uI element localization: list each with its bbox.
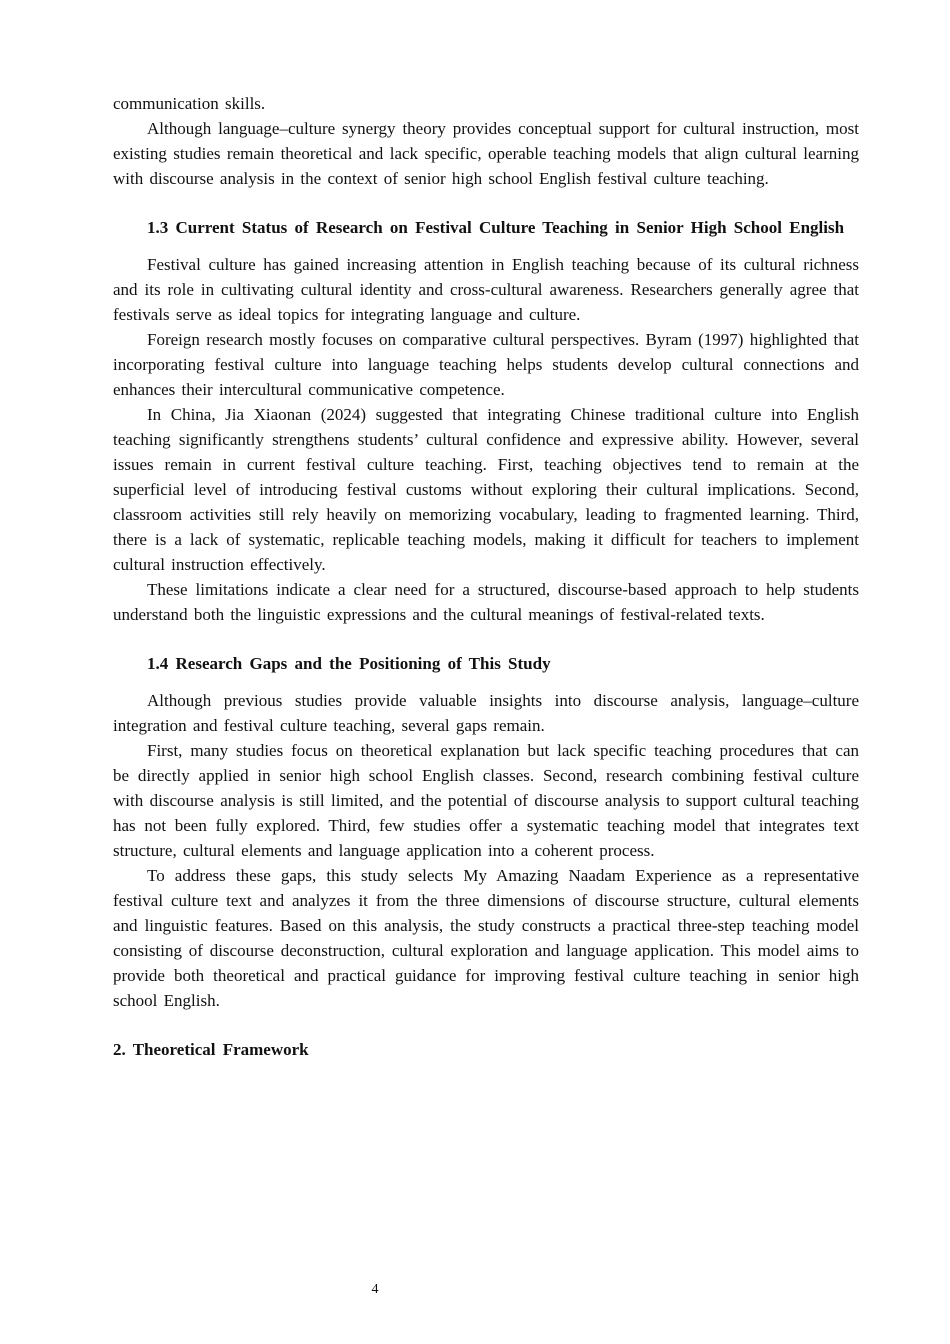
paragraph-study-positioning: To address these gaps, this study selects My Amazing Naadam Experience as a representative festival culture text and analyzes it from the three dimensions of discourse structure, cultural elements and linguistic features. Based on this analysis, the study constructs a practical three-step teaching model consisting of discourse deconstruction, cultural exploration and language application. This model aims to provide both theoretical and practical guidance for improving festival culture teaching in senior high school English.	[113, 866, 859, 1010]
section-heading-1-3: 1.3 Current Status of Research on Festival Culture Teaching in Senior High School English	[147, 218, 845, 237]
paragraph-synergy-theory: Although language–culture synergy theory provides conceptual support for cultural instruction, most existing studies remain theoretical and lack specific, operable teaching models that align cultural learning with discourse analysis in the context of senior high school English festival culture teaching.	[113, 119, 859, 188]
paragraph-festival-culture-attention: Festival culture has gained increasing attention in English teaching because of its cultural richness and its role in cultivating cultural identity and cross-cultural awareness. Researchers generally agree that festivals serve as ideal topics for integrating language and culture.	[113, 255, 859, 324]
page-number: 4	[371, 1282, 379, 1297]
document-page	[113, 91, 859, 1062]
section-heading-1-4: 1.4 Research Gaps and the Positioning of This Study	[147, 654, 551, 673]
paragraph-china-research: In China, Jia Xiaonan (2024) suggested that integrating Chinese traditional culture into English teaching significantly strengthens students’ cultural confidence and expressive ability. However, several issues remain in current festival culture teaching. First, teaching objectives tend to remain at the superficial level of introducing festival customs without exploring their cultural implications. Second, classroom activities still rely heavily on memorizing vocabulary, leading to fragmented learning. Third, there is a lack of systematic, replicable teaching models, making it difficult for teachers to implement cultural instruction effectively.	[113, 405, 859, 574]
paragraph-foreign-research: Foreign research mostly focuses on comparative cultural perspectives. Byram (1997) highlighted that incorporating festival culture into language teaching helps students develop cultural connections and enhances their intercultural communicative competence.	[113, 330, 859, 399]
paragraph-gaps-intro: Although previous studies provide valuable insights into discourse analysis, language–culture integration and festival culture teaching, several gaps remain.	[113, 691, 859, 735]
section-heading-2: 2. Theoretical Framework	[113, 1040, 309, 1059]
paragraph-limitations: These limitations indicate a clear need for a structured, discourse-based approach to help students understand both the linguistic expressions and the cultural meanings of festival-related texts.	[113, 580, 859, 624]
paragraph-gaps-list: First, many studies focus on theoretical explanation but lack specific teaching procedures that can be directly applied in senior high school English classes. Second, research combining festival culture with discourse analysis is still limited, and the potential of discourse analysis to support cultural teaching has not been fully explored. Third, few studies offer a systematic teaching model that integrates text structure, cultural elements and language application into a coherent process.	[113, 741, 859, 860]
paragraph-continuation: communication skills.	[113, 94, 266, 113]
